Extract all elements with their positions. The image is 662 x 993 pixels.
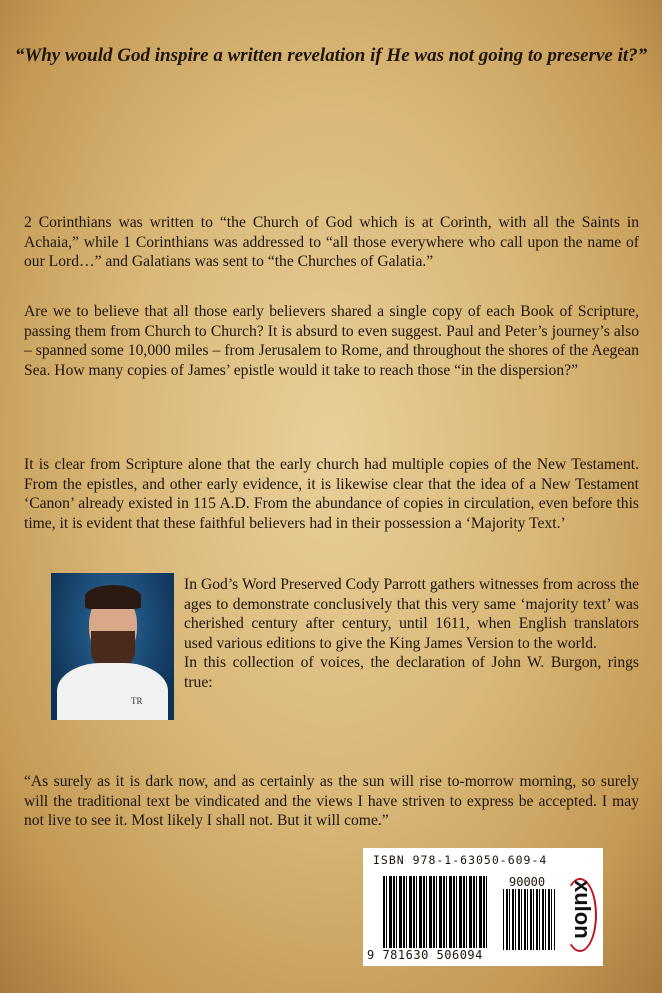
author-bio bbox=[184, 575, 639, 693]
shirt-logo: TR bbox=[131, 696, 143, 706]
paragraph-3: It is clear from Scripture alone that the early church had multiple copies of the New Testament. From the epistles, and other early evidence, it is likewise clear that the idea of a New Testament ‘Canon’ already existed in 115 A.D. From the abundance of copies in circulation, even before this time, it is evident that these faithful believers had in their possession a ‘Majority Text.’ bbox=[24, 456, 639, 532]
bio-text-2: In this collection of voices, the declaration of John W. Burgon, rings true: bbox=[184, 654, 639, 691]
barcode-bars bbox=[383, 876, 487, 948]
burgon-quote: “As surely as it is dark now, and as certainly as the sun will rise to-morrow morning, so surely will the traditional text be vindicated and the views I have striven to express be accepted. I may not live to see it. Most likely I shall not. But it will come.” bbox=[24, 773, 639, 830]
price-code: 90000 bbox=[509, 875, 546, 889]
isbn-barcode bbox=[363, 848, 603, 966]
paragraph-2: Are we to believe that all those early believers shared a single copy of each Book of Scripture, passing them from Church to Church? It is absurd to even suggest. Paul and Peter’s journey’s also – spanned some 10,000 miles – from Jerusalem to Rome, and throughout the shores of the Aegean Sea. How many copies of James’ epistle would it take to reach those “in the dispersion?” bbox=[24, 303, 639, 379]
publisher-logo: xulon bbox=[570, 880, 595, 939]
author-shirt bbox=[57, 663, 168, 720]
author-photo bbox=[51, 573, 174, 720]
bio-text: In God’s Word Preserved Cody Parrott gathers witnesses from across the ages to demonstrate conclusively that this very same ‘majority text’ was cherished century after century, until 1611, when English translators used various editions to give the King James Version to the world. bbox=[184, 576, 639, 652]
paragraph-1: 2 Corinthians was written to “the Church of God which is at Corinth, with all the Saints in Achaia,” while 1 Corinthians was addressed to “all those everywhere who call upon the name of our Lord…” and Galatians was sent to “the Churches of Galatia.” bbox=[24, 214, 639, 271]
isbn-label: ISBN 978-1-63050-609-4 bbox=[373, 853, 548, 867]
author-hair bbox=[85, 585, 141, 609]
price-barcode-bars bbox=[503, 889, 555, 950]
barcode-number: 9 781630 506094 bbox=[367, 948, 483, 962]
tagline: “Why would God inspire a written revelation if He was not going to preserve it?” bbox=[14, 45, 648, 66]
